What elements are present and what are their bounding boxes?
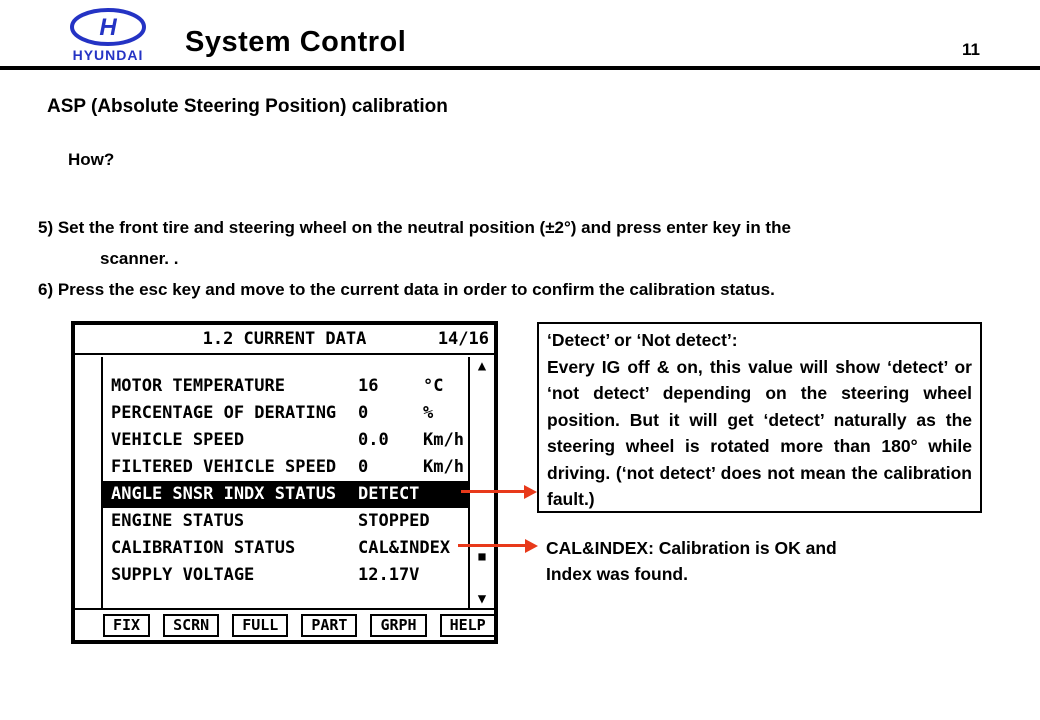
detect-note-title: ‘Detect’ or ‘Not detect’: (547, 330, 738, 350)
row-label: ANGLE SNSR INDX STATUS (111, 484, 337, 504)
row-unit: % (423, 403, 434, 423)
step-5-line-1: 5) Set the front tire and steering wheel on the neutral position (±2°) and press enter key in the (38, 218, 791, 237)
softkey-full-button[interactable]: FULL (232, 614, 288, 637)
screen-data-area (75, 357, 494, 608)
row-value: 0 (358, 403, 369, 423)
softkey-part-button[interactable]: PART (301, 614, 357, 637)
detect-pointer-arrow-icon (461, 490, 525, 493)
data-row-list (103, 357, 468, 608)
softkey-bar (75, 608, 494, 640)
data-row-highlighted[interactable] (103, 481, 468, 508)
hyundai-logo-icon (69, 8, 147, 46)
screen-title: 1.2 CURRENT DATA (202, 329, 367, 349)
row-value: CAL&INDEX (358, 538, 451, 558)
scroll-down-icon[interactable]: ▼ (477, 591, 487, 607)
brand-text: HYUNDAI (72, 47, 144, 63)
row-value: DETECT (358, 484, 420, 504)
softkey-help-button[interactable]: HELP (440, 614, 496, 637)
screen-page-indicator: 14/16 (437, 329, 489, 349)
row-value: 0.0 (358, 430, 389, 450)
row-label: ENGINE STATUS (111, 511, 245, 531)
row-unit (423, 562, 468, 589)
page-number: 11 (962, 40, 980, 59)
calindex-note (546, 535, 837, 587)
softkey-grph-button[interactable]: GRPH (370, 614, 426, 637)
row-value: 16 (358, 376, 379, 396)
row-label: PERCENTAGE OF DERATING (111, 403, 337, 423)
row-label: SUPPLY VOLTAGE (111, 565, 255, 585)
detect-note-body: Every IG off & on, this value will show ‘detect’ or ‘not detect’ depending on the steering wheel position. But it will get ‘detect’ naturally as the steering wheel is rotated more than 180° while driving. (‘not detect’ does not mean the calibration fault.) (547, 356, 972, 509)
row-value: STOPPED (358, 511, 430, 531)
row-label: VEHICLE SPEED (111, 430, 245, 450)
data-row (111, 373, 468, 400)
slide-title: ASP (Absolute Steering Position) calibration (47, 96, 448, 117)
step-6: 6) Press the esc key and move to the current data in order to confirm the calibration status. (38, 280, 775, 299)
scrollbar[interactable] (468, 357, 494, 608)
row-unit (423, 508, 468, 535)
row-value: 0 (358, 457, 369, 477)
data-row (111, 535, 468, 562)
slide-header (0, 0, 1040, 70)
data-row (111, 427, 468, 454)
data-row (111, 508, 468, 535)
instruction-steps (38, 212, 968, 305)
row-label: FILTERED VEHICLE SPEED (111, 457, 337, 477)
page-title: System Control (185, 26, 407, 58)
data-row (111, 400, 468, 427)
scroll-up-icon[interactable]: ▲ (477, 358, 487, 374)
row-label: MOTOR TEMPERATURE (111, 376, 285, 396)
scroll-thumb-icon[interactable]: ■ (478, 549, 486, 563)
row-unit: Km/h (423, 430, 464, 450)
softkey-scrn-button[interactable]: SCRN (163, 614, 219, 637)
softkey-fix-button[interactable]: FIX (103, 614, 150, 637)
screen-left-gutter (75, 357, 103, 608)
row-unit (423, 535, 468, 562)
row-label: CALIBRATION STATUS (111, 538, 296, 558)
how-label: How? (68, 150, 115, 169)
scan-tool-screen (71, 321, 498, 644)
data-row (111, 562, 468, 589)
hyundai-logo (58, 8, 158, 63)
row-unit: Km/h (423, 457, 464, 477)
logo-letter: H (99, 14, 117, 41)
row-unit: °C (423, 376, 444, 396)
calindex-note-line-2: Index was found. (546, 564, 688, 584)
row-value: 12.17V (358, 565, 420, 585)
screen-title-bar (75, 325, 494, 355)
calindex-pointer-arrow-icon (458, 544, 526, 547)
calindex-note-line-1: CAL&INDEX: Calibration is OK and (546, 538, 837, 558)
detect-note-box (537, 322, 982, 513)
step-5-line-2: scanner. . (100, 249, 179, 268)
data-row (111, 454, 468, 481)
row-unit (423, 481, 468, 508)
